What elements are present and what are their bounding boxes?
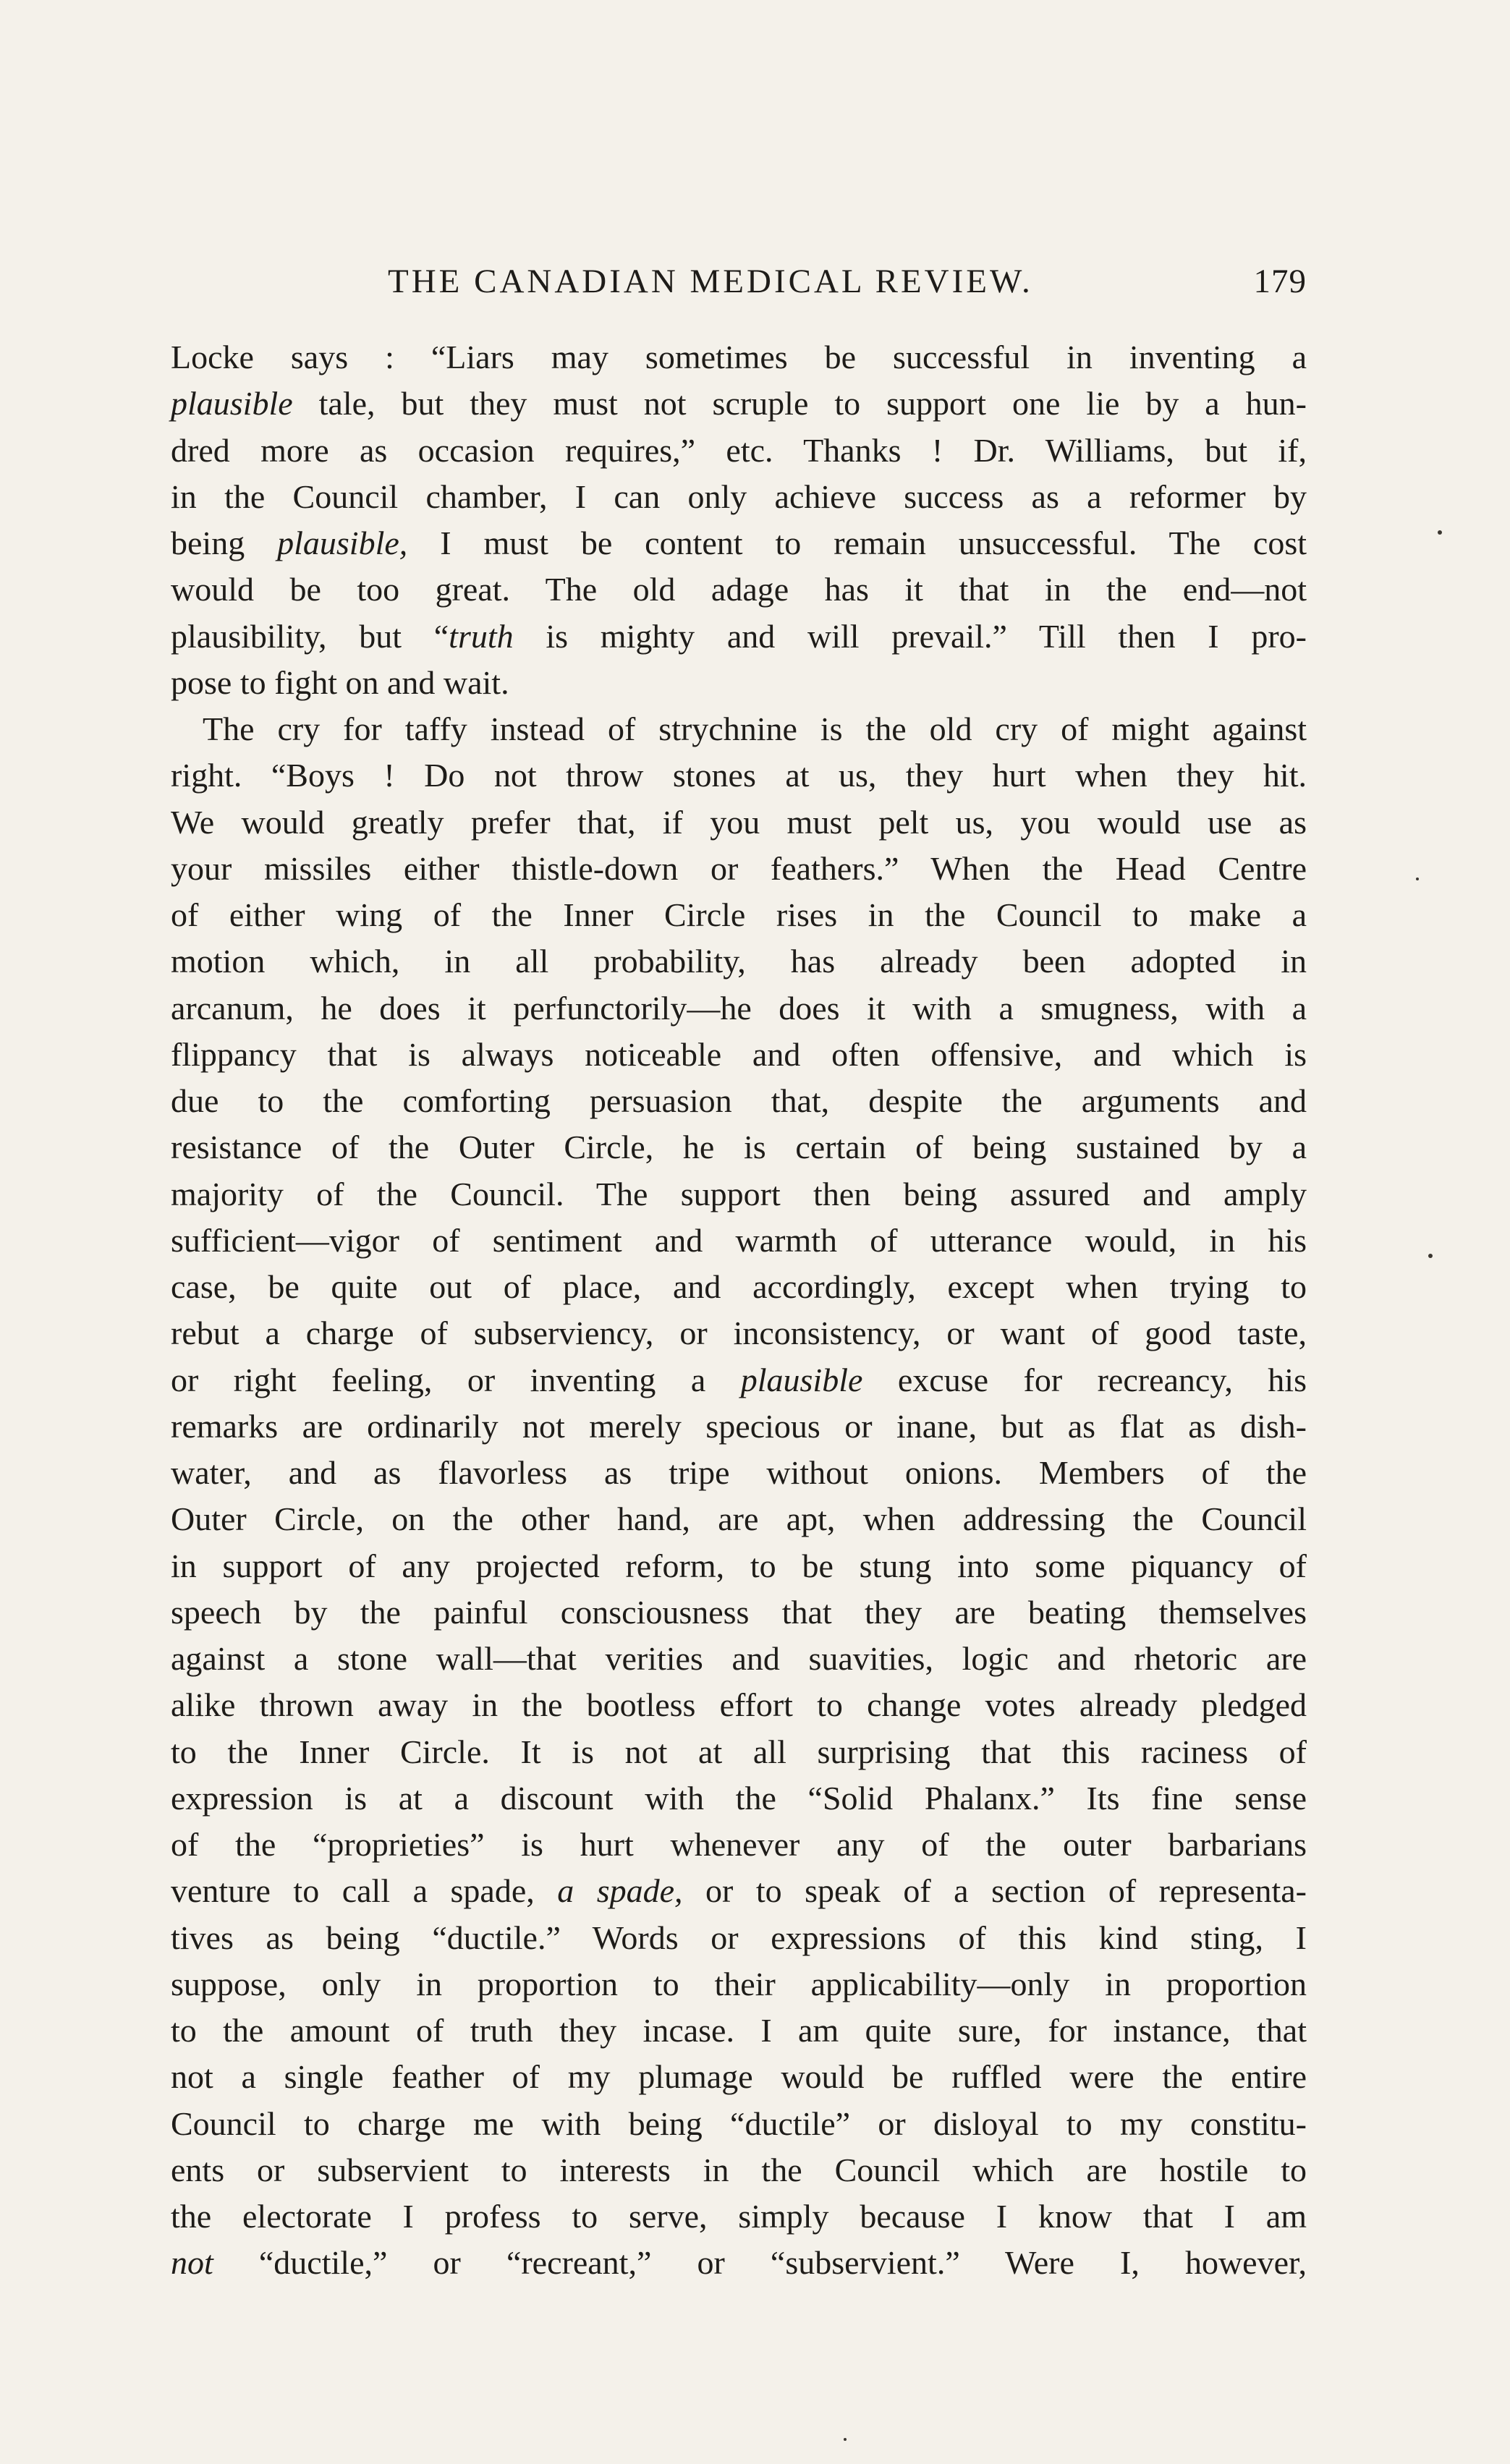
text-line [171, 2193, 1307, 2240]
text-line [171, 566, 1307, 613]
text-run: suppose, only in proportion to their applicability—only in proportion [171, 1965, 1307, 2002]
text-run: to the amount of truth they incase. I am quite sure, for instance, that [171, 2012, 1307, 2049]
text-run: water, and as flavorless as tripe without onions. Members of the [171, 1454, 1307, 1491]
text-run: being [171, 524, 278, 561]
text-run: pose to fight on and wait. [171, 663, 509, 701]
text-line [171, 1729, 1307, 1775]
text-line [171, 1450, 1307, 1496]
page-number: 179 [1253, 263, 1307, 300]
text-line [171, 1403, 1307, 1450]
ink-speck [1416, 878, 1419, 880]
text-run: rebut a charge of subserviency, or inconsistency, or want of good taste, [171, 1314, 1307, 1352]
text-run: in support of any projected reform, to be stung into some piquancy of [171, 1547, 1307, 1584]
page-header [171, 262, 1307, 305]
running-head: THE CANADIAN MEDICAL REVIEW. [388, 263, 1033, 300]
text-run: arcanum, he does it perfunctorily—he does it with a smugness, with a [171, 989, 1307, 1027]
ink-speck [1428, 1254, 1433, 1258]
text-line [171, 428, 1307, 474]
text-line [171, 381, 1307, 427]
text-line [171, 613, 1307, 660]
text-run: Outer Circle, on the other hand, are apt, when addressing the Council [171, 1500, 1307, 1538]
text-run: flippancy that is always noticeable and often offensive, and which is [171, 1035, 1307, 1073]
text-line [171, 334, 1307, 381]
italic-run: plausible [740, 1361, 863, 1398]
text-run: speech by the painful consciousness that they are beating themselves [171, 1593, 1307, 1631]
text-run: tives as being “ductile.” Words or expressions of this kind sting, I [171, 1919, 1307, 1956]
text-line [171, 2054, 1307, 2100]
text-run: Locke says : “Liars may sometimes be successful in inventing a [171, 339, 1307, 375]
italic-run: plausible [171, 385, 293, 422]
text-run: Council to charge me with being “ductile” or disloyal to my constitu- [171, 2104, 1307, 2142]
text-run: would be too great. The old adage has it that in the end—not [171, 571, 1307, 608]
text-run: motion which, in all probability, has already been adopted in [171, 943, 1307, 980]
text-run: against a stone wall—that verities and suavities, logic and rhetoric are [171, 1640, 1307, 1677]
text-line [171, 2008, 1307, 2054]
text-line [171, 1171, 1307, 1218]
text-line [171, 1915, 1307, 1961]
text-run: We would greatly prefer that, if you must pelt us, you would use as [171, 803, 1307, 841]
text-run: dred more as occasion requires,” etc. Thanks ! Dr. Williams, but if, [171, 431, 1307, 469]
text-line [171, 660, 1307, 706]
text-run: of the “proprieties” is hurt whenever any of the outer barbarians [171, 1826, 1307, 1863]
text-run: remarks are ordinarily not merely specious or inane, but as flat as dish- [171, 1407, 1307, 1445]
text-run: majority of the Council. The support then being assured and amply [171, 1175, 1307, 1212]
text-line [171, 752, 1307, 799]
text-line [171, 1032, 1307, 1078]
text-run: tale, but they must not scruple to support one lie by a hun- [292, 385, 1307, 422]
text-run: excuse for recreancy, his [862, 1361, 1307, 1398]
text-line [171, 2240, 1307, 2286]
text-line [171, 1636, 1307, 1682]
italic-run: truth [449, 617, 514, 655]
text-run: expression is at a discount with the “Solid Phalanx.” Its fine sense [171, 1779, 1307, 1817]
body-text [171, 334, 1307, 2287]
text-line [171, 1868, 1307, 1914]
text-line [171, 2101, 1307, 2147]
italic-run: plausible, [277, 524, 408, 561]
text-run: or right feeling, or inventing a [171, 1361, 741, 1398]
text-line [171, 1589, 1307, 1636]
text-line [171, 1357, 1307, 1403]
text-line [171, 520, 1307, 566]
text-line [171, 1310, 1307, 1356]
text-run: or to speak of a section of representa- [682, 1872, 1307, 1910]
text-line [171, 474, 1307, 520]
text-line [171, 706, 1307, 752]
text-line [171, 938, 1307, 985]
text-line [171, 799, 1307, 846]
text-run: right. “Boys ! Do not throw stones at us, they hurt when they hit. [171, 757, 1307, 794]
text-run: to the Inner Circle. It is not at all surprising that this raciness of [171, 1733, 1307, 1770]
text-line [171, 1682, 1307, 1728]
text-line [171, 1496, 1307, 1542]
text-run: of either wing of the Inner Circle rises in the Council to make a [171, 896, 1307, 933]
text-line [171, 1775, 1307, 1822]
text-line [171, 1124, 1307, 1171]
text-line [171, 1543, 1307, 1589]
ink-speck [844, 2438, 847, 2441]
text-run: is mighty and will prevail.” Till then I pro- [513, 617, 1307, 655]
text-line [171, 1078, 1307, 1124]
text-run: The cry for taffy instead of strychnine is the old cry of might against [203, 710, 1307, 747]
text-run: alike thrown away in the bootless effort to change votes already pledged [171, 1686, 1307, 1724]
ink-speck [1438, 530, 1442, 535]
text-line [171, 892, 1307, 938]
text-line [171, 1264, 1307, 1310]
italic-run: not [171, 2244, 213, 2282]
text-run: in the Council chamber, I can only achieve success as a reformer by [171, 477, 1307, 515]
text-line [171, 846, 1307, 892]
italic-run: a spade, [557, 1872, 683, 1910]
text-run: due to the comforting persuasion that, despite the arguments and [171, 1082, 1307, 1119]
text-run: venture to call a spade, [171, 1872, 558, 1910]
text-run: sufficient—vigor of sentiment and warmth of utterance would, in his [171, 1221, 1307, 1259]
text-run: resistance of the Outer Circle, he is certain of being sustained by a [171, 1129, 1307, 1166]
text-run: case, be quite out of place, and accordingly, except when trying to [171, 1268, 1307, 1305]
text-line [171, 1961, 1307, 2008]
text-run: your missiles either thistle-down or feathers.” When the Head Centre [171, 849, 1307, 887]
text-run: I must be content to remain unsuccessful. The cost [407, 524, 1307, 561]
text-run: not a single feather of my plumage would be ruffled were the entire [171, 2058, 1307, 2096]
text-line [171, 1822, 1307, 1868]
text-line [171, 985, 1307, 1032]
text-run: ents or subservient to interests in the Council which are hostile to [171, 2151, 1307, 2188]
text-run: the electorate I profess to serve, simply because I know that I am [171, 2198, 1307, 2235]
text-line [171, 2147, 1307, 2193]
text-line [171, 1218, 1307, 1264]
text-run: plausibility, but “ [171, 617, 449, 655]
text-run: “ductile,” or “recreant,” or “subservient.” Were I, however, [213, 2244, 1307, 2282]
